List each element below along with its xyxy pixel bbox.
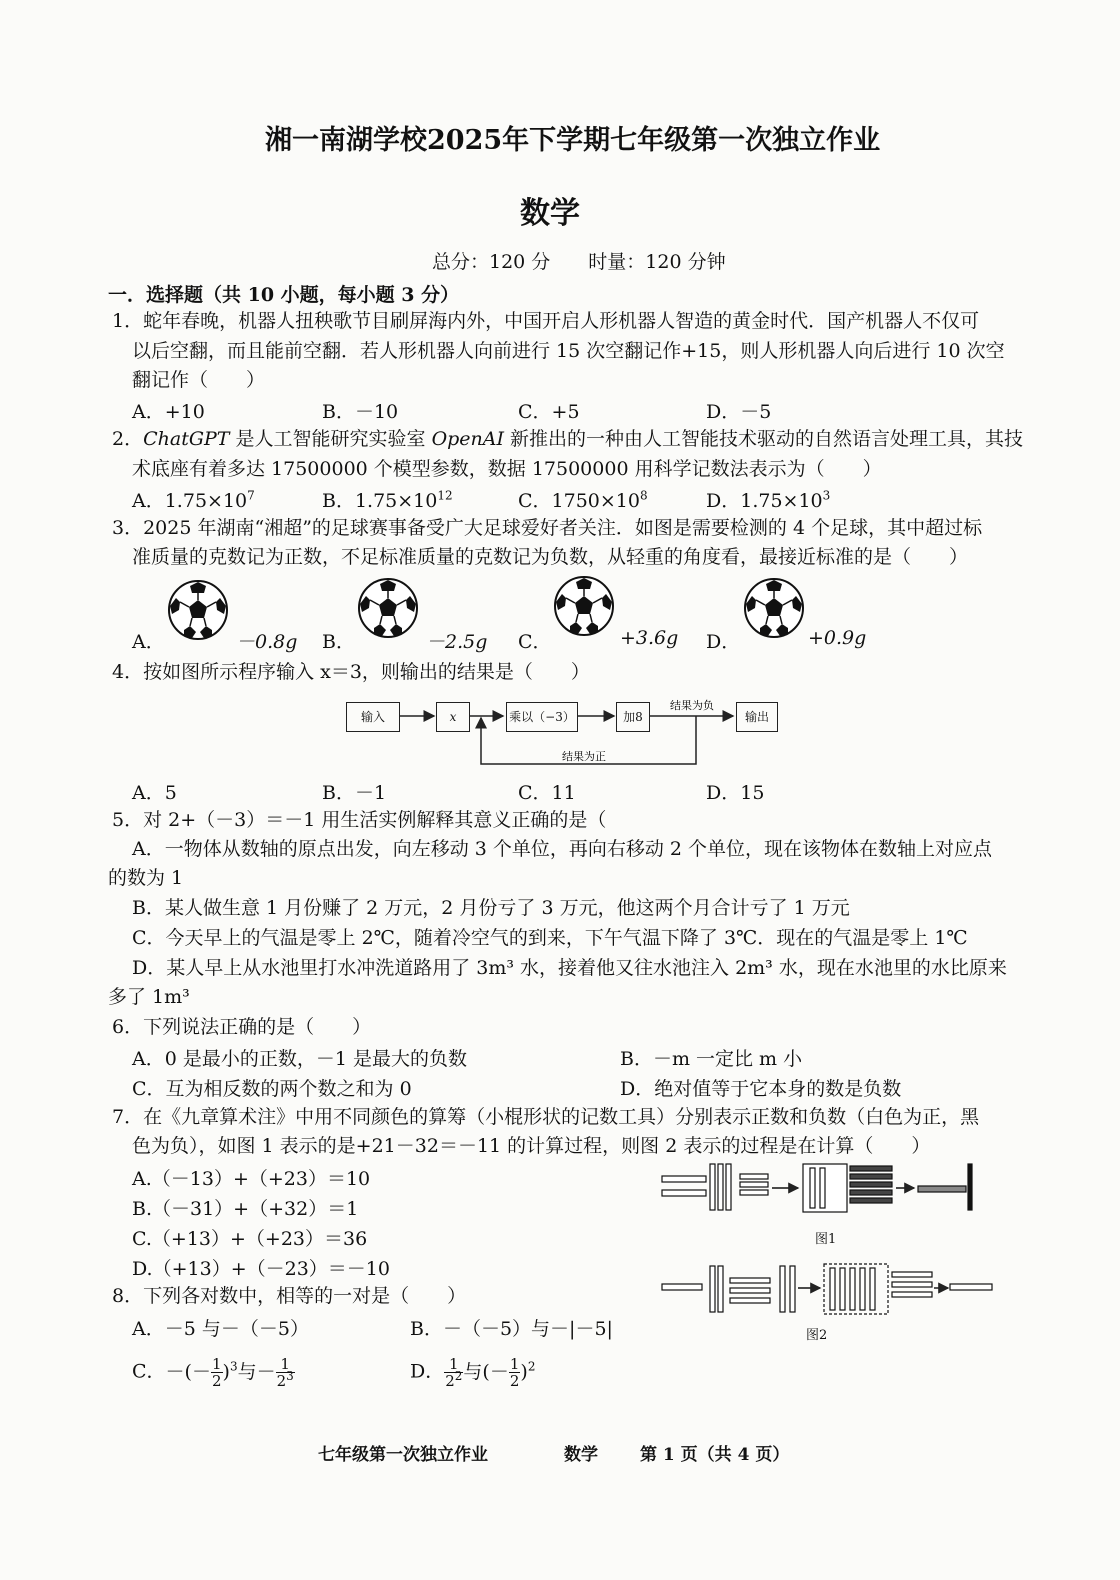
q4-option-d: D．15 xyxy=(706,782,765,804)
q6-line: 6．下列说法正确的是（ ） xyxy=(112,1016,372,1038)
soccer-ball-icon xyxy=(168,580,230,642)
q1-line3: 翻记作（ ） xyxy=(132,369,266,391)
q8-option-b: B．－（－5）与－|－5| xyxy=(410,1318,613,1340)
flow-input-box: 输入 xyxy=(346,702,400,732)
figure-2-caption: 图2 xyxy=(806,1328,828,1343)
counting-rods-figure-2 xyxy=(660,1262,1000,1320)
q2-option-b: B．$1.75\times 10^{12}$ xyxy=(322,488,453,512)
q7-line2: 色为负），如图 1 表示的是+21－32＝－11 的计算过程，则图 2 表示的过程是在计算（ ） xyxy=(132,1135,931,1157)
flow-add-box: 加8 xyxy=(616,702,650,732)
counting-rods-figure-1 xyxy=(660,1162,980,1222)
q8-option-d-math: $\frac{1}{2^2}$ 与(－ $\frac{1}{2}$ )$^2$ xyxy=(445,1355,536,1390)
q3-option-b-value: －2.5g xyxy=(426,631,488,653)
q7-line1: 7．在《九章算术注》中用不同颜色的算筹（小棍形状的记数工具）分别表示正数和负数（白色为正，黑 xyxy=(112,1106,980,1128)
section-heading: 一．选择题（共 10 小题，每小题 3 分） xyxy=(108,284,460,306)
q4-option-c: C．11 xyxy=(518,782,576,804)
score-time: 总分：120 分 时量：120 分钟 xyxy=(432,251,726,273)
subject-title: 数学 xyxy=(520,196,580,231)
q8-option-d xyxy=(410,1356,535,1389)
q3-line2: 准质量的克数记为正数，不足标准质量的克数记为负数，从轻重的角度看，最接近标准的是（ ） xyxy=(132,546,969,568)
q6-option-c: C．互为相反数的两个数之和为 0 xyxy=(132,1078,412,1100)
q5-option-d-line2: 多了 1m³ xyxy=(108,986,190,1008)
q3-option-b-letter: B． xyxy=(322,631,355,653)
q4-line: 4．按如图所示程序输入 x＝3，则输出的结果是（ ） xyxy=(112,661,590,683)
q1-option-d: D．－5 xyxy=(706,401,772,423)
q3-option-d-value: +0.9g xyxy=(808,627,867,649)
flow-pos-label: 结果为正 xyxy=(562,751,606,763)
q5-option-a-line1: A．一物体从数轴的原点出发，向左移动 3 个单位，再向右移动 2 个单位，现在该物体在数轴上对应点 xyxy=(132,838,993,860)
exam-title: 湘一南湖学校2025年下学期七年级第一次独立作业 xyxy=(265,125,881,156)
soccer-ball-icon xyxy=(744,578,806,640)
flow-output-box: 输出 xyxy=(736,702,778,732)
q8-option-c xyxy=(132,1356,295,1389)
q8-line: 8．下列各对数中，相等的一对是（ ） xyxy=(112,1285,467,1307)
footer-page-number: 第 1 页（共 4 页） xyxy=(640,1445,790,1465)
flow-multiply-box: 乘以（−3） xyxy=(506,702,578,732)
q2-option-a: A．$1.75\times 10^7$ xyxy=(132,488,255,512)
q6-option-b: B．－m 一定比 m 小 xyxy=(620,1048,803,1070)
q1-option-a: A．+10 xyxy=(132,401,205,423)
q5-option-c: C．今天早上的气温是零上 2℃，随着冷空气的到来，下午气温下降了 3℃．现在的气温是零上 1℃ xyxy=(132,927,968,949)
q8-option-c-math: －(－ $\frac{1}{2}$ )$^3$与－ $\frac{1}{2^3}$ xyxy=(165,1355,294,1390)
q2-option-c: C．$1750\times 10^8$ xyxy=(518,488,648,512)
q7-option-a: A.（－13）+（+23）＝10 xyxy=(132,1168,371,1190)
q3-line1: 3．2025 年湖南“湘超”的足球赛事备受广大足球爱好者关注．如图是需要检测的 4 个足球，其中超过标 xyxy=(112,517,983,539)
q1-option-b: B．－10 xyxy=(322,401,399,423)
q5-option-d-line1: D．某人早上从水池里打水冲洗道路用了 3m³ 水，接着他又往水池注入 2m³ 水，现在水池里的水比原来 xyxy=(132,957,1007,979)
q3-option-c-value: +3.6g xyxy=(620,627,679,649)
q4-option-b: B．－1 xyxy=(322,782,387,804)
flow-x-box: x xyxy=(436,702,470,732)
q3-option-d-letter: D． xyxy=(706,631,741,653)
figure-1-caption: 图1 xyxy=(815,1232,837,1247)
q3-option-a-value: －0.8g xyxy=(236,631,298,653)
q6-option-d: D．绝对值等于它本身的数是负数 xyxy=(620,1078,902,1100)
q3-option-c-letter: C． xyxy=(518,631,552,653)
q4-option-a: A．5 xyxy=(132,782,177,804)
q7-option-b: B.（－31）+（+32）＝1 xyxy=(132,1198,359,1220)
q2-line2: 术底座有着多达 17500000 个模型参数，数据 17500000 用科学记数法表示为（ ） xyxy=(132,458,882,480)
q6-option-a: A．0 是最小的正数，－1 是最大的负数 xyxy=(132,1048,467,1070)
q8-option-a: A．－5 与－（－5） xyxy=(132,1318,309,1340)
q8-option-d-label: D． xyxy=(410,1360,445,1383)
q8-option-c-label: C． xyxy=(132,1360,166,1383)
soccer-ball-icon xyxy=(358,578,420,640)
footer-subject: 数学 xyxy=(564,1445,598,1465)
q3-option-a-letter: A． xyxy=(132,631,165,653)
footer-left: 七年级第一次独立作业 xyxy=(318,1445,488,1465)
q5-line: 5．对 2+（－3）＝－1 用生活实例解释其意义正确的是（ xyxy=(112,809,607,831)
q7-option-d: D.（+13）+（－23）＝－10 xyxy=(132,1258,390,1280)
q2-line1: 2．ChatGPT 是人工智能研究实验室 OpenAI 新推出的一种由人工智能技术驱动的自然语言处理工具，其技 xyxy=(112,428,1024,450)
q7-option-c: C.（+13）+（+23）＝36 xyxy=(132,1228,368,1250)
q1-option-c: C．+5 xyxy=(518,401,580,423)
q1-line1: 1．蛇年春晚，机器人扭秧歌节目刷屏海内外，中国开启人形机器人智造的黄金时代．国产机器人不仅可 xyxy=(112,310,980,332)
q2-option-d: D．$1.75\times 10^3$ xyxy=(706,488,831,512)
flow-neg-label: 结果为负 xyxy=(670,700,714,712)
q5-option-a-line2: 的数为 1 xyxy=(108,867,184,889)
q1-line2: 以后空翻，而且能前空翻．若人形机器人向前进行 15 次空翻记作+15，则人形机器人向后进行 10 次空 xyxy=(132,340,1005,362)
soccer-ball-icon xyxy=(554,576,616,638)
q5-option-b: B．某人做生意 1 月份赚了 2 万元，2 月份亏了 3 万元，他这两个月合计亏了 1 万元 xyxy=(132,897,850,919)
